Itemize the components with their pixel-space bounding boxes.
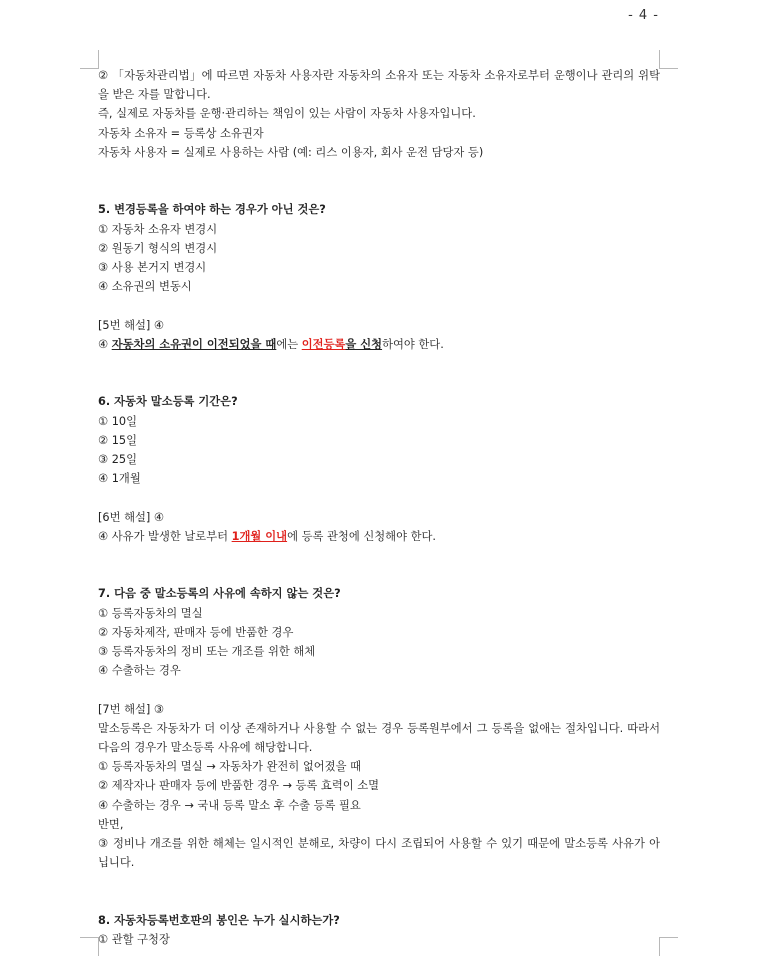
q8-option-1: ① 관할 구청장 xyxy=(98,933,170,947)
q6-option-2: ② 15일 xyxy=(98,433,138,447)
question-5: 5. 변경등록을 하여야 하는 경우가 아닌 것은? xyxy=(98,203,326,217)
q7-explanation-3: ② 제작자나 판매자 등에 반품한 경우 → 등록 효력이 소멸 xyxy=(98,779,380,793)
q6-explanation: ④ 사유가 발생한 날로부터 1개월 이내에 등록 관청에 신청해야 한다. xyxy=(98,529,436,543)
question-7: 7. 다음 중 말소등록의 사유에 속하지 않는 것은? xyxy=(98,587,341,601)
q7-option-4: ④ 수출하는 경우 xyxy=(98,664,181,678)
q5-explanation: ④ 자동차의 소유권이 이전되었을 때에는 이전등록을 신청하여야 한다. xyxy=(98,337,444,351)
q7-option-2: ② 자동차제작, 판매자 등에 반품한 경우 xyxy=(98,625,294,639)
q7-option-3: ③ 등록자동차의 정비 또는 개조를 위한 해체 xyxy=(98,645,316,659)
q5-answer: [5번 해설] ④ xyxy=(98,318,165,332)
intro-line-2: 즉, 실제로 자동차를 운행·관리하는 책임이 있는 사람이 자동차 사용자입니다. xyxy=(98,107,476,121)
intro-line-4: 자동차 사용자 = 실제로 사용하는 사람 (예: 리스 이용자, 회사 운전 담당자 등) xyxy=(98,145,484,159)
q7-explanation-2: ① 등록자동차의 멸실 → 자동차가 완전히 없어졌을 때 xyxy=(98,760,361,774)
q7-explanation-1: 말소등록은 자동차가 더 이상 존재하거나 사용할 수 없는 경우 등록원부에서 그 등록을 없애는 절차입니다. 따라서 다음의 경우가 말소등록 사유에 해당합니다. xyxy=(98,721,660,755)
crop-mark-bottom-left xyxy=(80,937,99,956)
q5-option-1: ① 자동차 소유자 변경시 xyxy=(98,222,218,236)
q6-exp-highlight-red: 1개월 이내 xyxy=(231,529,288,543)
q5-exp-highlight-red: 이전등록 xyxy=(301,337,346,351)
intro-line-1: ② 「자동차관리법」에 따르면 자동차 사용자란 자동차의 소유자 또는 자동차 소유자로부터 운행이나 관리의 위탁을 받은 자를 말합니다. xyxy=(98,69,660,102)
question-8: 8. 자동차등록번호판의 봉인은 누가 실시하는가? xyxy=(98,913,340,927)
intro-line-3: 자동차 소유자 = 등록상 소유권자 xyxy=(98,126,264,140)
q7-explanation-5: 반면, xyxy=(98,817,124,831)
q5-option-2: ② 원동기 형식의 변경시 xyxy=(98,241,218,255)
q5-exp-highlight-1: 자동차의 소유권이 이전되었을 때 xyxy=(111,337,277,351)
q5-option-4: ④ 소유권의 변동시 xyxy=(98,280,192,294)
q7-answer: [7번 해설] ③ xyxy=(98,702,165,716)
crop-mark-bottom-right xyxy=(659,937,678,956)
q7-explanation-4: ④ 수출하는 경우 → 국내 등록 말소 후 수출 등록 필요 xyxy=(98,798,361,812)
q6-answer: [6번 해설] ④ xyxy=(98,510,165,524)
q7-option-1: ① 등록자동차의 멸실 xyxy=(98,606,203,620)
document-body xyxy=(98,66,660,949)
crop-mark-top-right xyxy=(659,50,678,69)
q6-option-3: ③ 25일 xyxy=(98,453,138,467)
q5-exp-highlight-2: 을 신청 xyxy=(345,337,383,351)
q6-option-1: ① 10일 xyxy=(98,414,138,428)
crop-mark-top-left xyxy=(80,50,99,69)
page-number: - 4 - xyxy=(628,8,659,23)
q6-option-4: ④ 1개월 xyxy=(98,472,141,486)
q5-option-3: ③ 사용 본거지 변경시 xyxy=(98,261,207,275)
question-6: 6. 자동차 말소등록 기간은? xyxy=(98,395,238,409)
q7-explanation-6: ③ 정비나 개조를 위한 해체는 일시적인 분해로, 차량이 다시 조립되어 사용할 수 있기 때문에 말소등록 사유가 아닙니다. xyxy=(98,837,660,870)
